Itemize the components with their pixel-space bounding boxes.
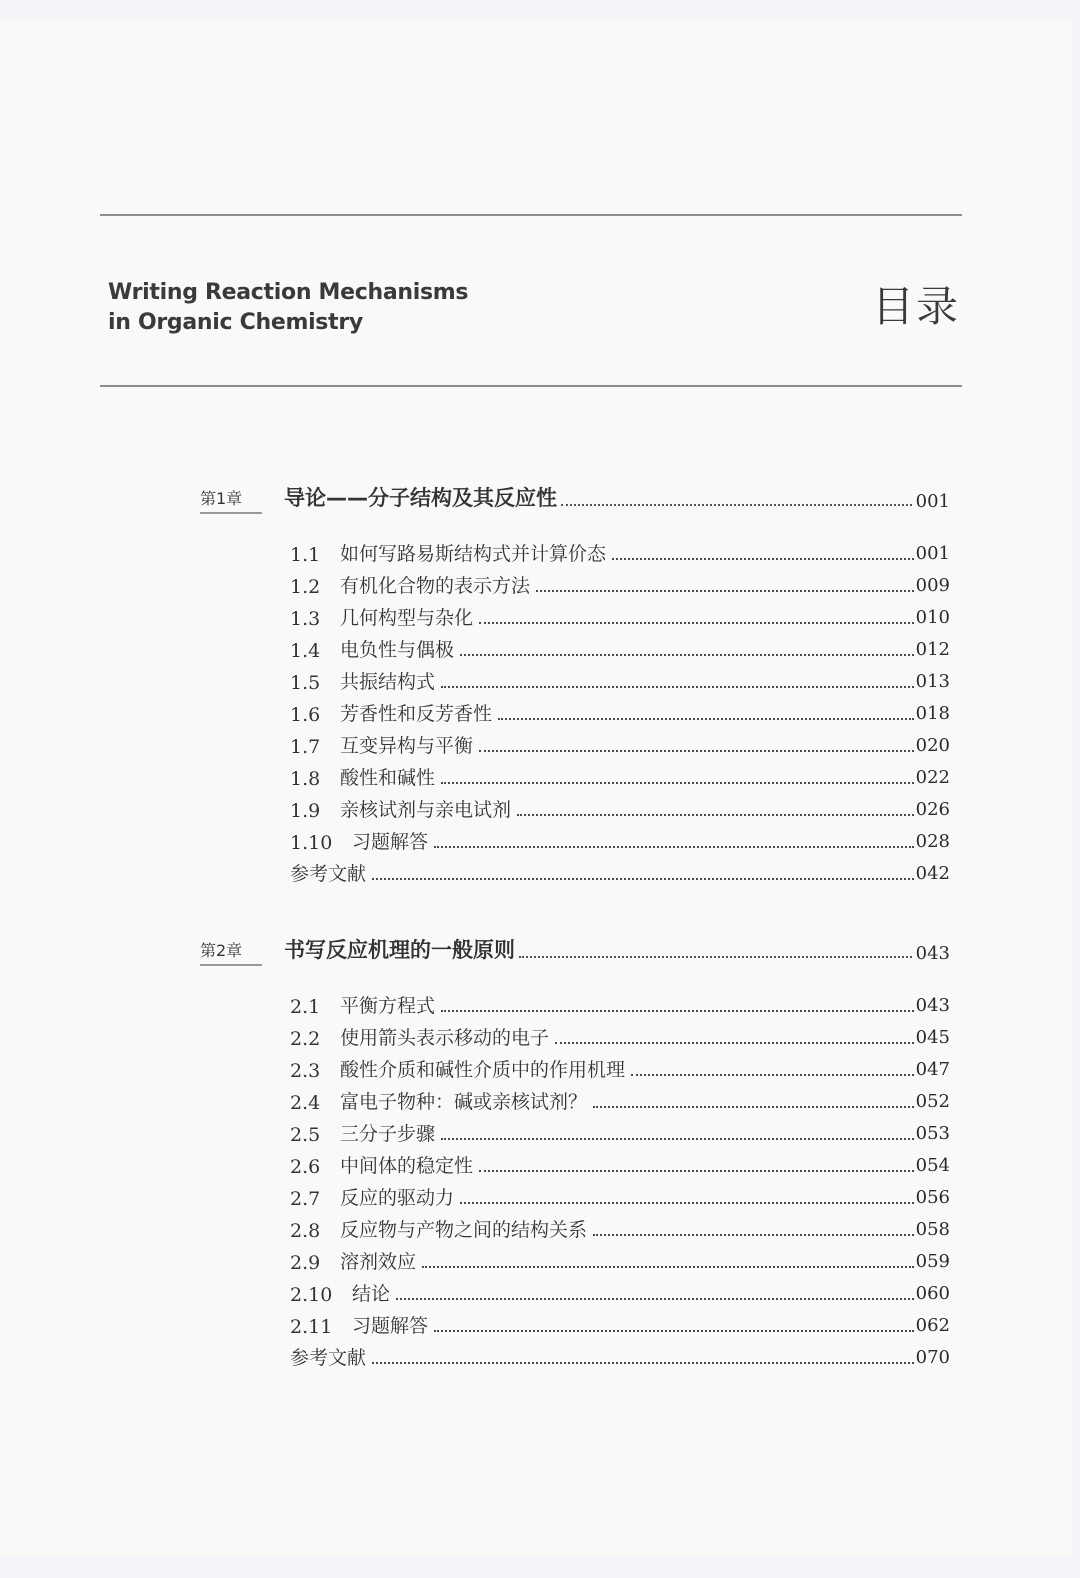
section-title: 几何构型与杂化 <box>340 607 474 629</box>
section-title: 结论 <box>352 1283 391 1305</box>
section-title: 溶剂效应 <box>340 1251 417 1273</box>
dot-leader <box>441 1010 914 1012</box>
page-number: 001 <box>915 491 950 512</box>
dot-leader <box>479 622 914 624</box>
page-number: 058 <box>915 1219 950 1240</box>
toc-entry <box>290 1276 950 1306</box>
dot-leader <box>434 846 914 848</box>
english-title-line2: in Organic Chemistry <box>108 310 363 335</box>
dot-leader <box>372 1362 914 1364</box>
page-number: 009 <box>915 575 950 596</box>
toc-entry <box>290 1116 950 1146</box>
toc-entry <box>290 1084 950 1114</box>
section-number: 1.7 <box>290 736 321 758</box>
toc-entry <box>290 1052 950 1082</box>
english-title-line1: Writing Reaction Mechanisms <box>108 280 469 305</box>
section-number: 2.5 <box>290 1124 321 1146</box>
page-number: 013 <box>915 671 950 692</box>
toc-entry <box>290 600 950 630</box>
section-number: 1.1 <box>290 544 321 566</box>
dot-leader <box>441 1138 914 1140</box>
section-number: 2.3 <box>290 1060 321 1082</box>
page-number: 045 <box>915 1027 950 1048</box>
page-number: 060 <box>915 1283 950 1304</box>
dot-leader <box>498 718 914 720</box>
dot-leader <box>441 782 914 784</box>
page-number: 028 <box>915 831 950 852</box>
toc-entry <box>290 568 950 598</box>
section-number: 1.10 <box>290 832 333 854</box>
dot-leader <box>479 1170 914 1172</box>
toc-entry <box>290 728 950 758</box>
english-title <box>108 278 468 338</box>
section-number: 1.8 <box>290 768 321 790</box>
chapter-2-row <box>200 932 950 966</box>
toc-entry-references <box>290 856 950 886</box>
section-number: 2.9 <box>290 1252 321 1274</box>
top-rule <box>100 214 962 216</box>
page-number: 062 <box>915 1315 950 1336</box>
dot-leader <box>631 1074 914 1076</box>
page-number: 053 <box>915 1123 950 1144</box>
chapter-1-row <box>200 480 950 514</box>
bottom-rule <box>100 385 962 387</box>
section-title: 亲核试剂与亲电试剂 <box>340 799 512 821</box>
section-title: 反应的驱动力 <box>340 1187 455 1209</box>
page-number: 043 <box>915 995 950 1016</box>
toc-entry <box>290 536 950 566</box>
section-number: 2.1 <box>290 996 321 1018</box>
section-title: 中间体的稳定性 <box>340 1155 474 1177</box>
dot-leader <box>593 1234 914 1236</box>
dot-leader <box>372 878 914 880</box>
page-number: 059 <box>915 1251 950 1272</box>
chapter-number: 第1章 <box>200 486 262 514</box>
dot-leader <box>593 1106 914 1108</box>
section-title: 酸性和碱性 <box>340 767 436 789</box>
toc-entry <box>290 1180 950 1210</box>
section-number: 1.9 <box>290 800 321 822</box>
section-number: 1.2 <box>290 576 321 598</box>
toc-entry <box>290 696 950 726</box>
section-title: 使用箭头表示移动的电子 <box>340 1027 550 1049</box>
page-number: 022 <box>915 767 950 788</box>
contents-title: 目录 <box>872 282 961 331</box>
page-number: 052 <box>915 1091 950 1112</box>
dot-leader <box>479 750 914 752</box>
section-number: 1.5 <box>290 672 321 694</box>
section-title: 共振结构式 <box>340 671 436 693</box>
toc-entry <box>290 1212 950 1242</box>
page-number: 054 <box>915 1155 950 1176</box>
page-number: 056 <box>915 1187 950 1208</box>
dot-leader <box>460 654 914 656</box>
section-title: 芳香性和反芳香性 <box>340 703 493 725</box>
dot-leader <box>434 1330 914 1332</box>
section-number: 2.11 <box>290 1316 333 1338</box>
section-title: 平衡方程式 <box>340 995 436 1017</box>
section-number: 2.6 <box>290 1156 321 1178</box>
section-title: 互变异构与平衡 <box>340 735 474 757</box>
section-number: 2.8 <box>290 1220 321 1242</box>
section-title: 三分子步骤 <box>340 1123 436 1145</box>
toc-entry <box>290 1020 950 1050</box>
section-title: 富电子物种：碱或亲核试剂？ <box>340 1091 588 1113</box>
section-number: 2.2 <box>290 1028 321 1050</box>
page-number: 020 <box>915 735 950 756</box>
dot-leader <box>536 590 914 592</box>
section-number: 2.7 <box>290 1188 321 1210</box>
section-number: 2.4 <box>290 1092 321 1114</box>
page-number: 070 <box>915 1347 950 1368</box>
toc-entry <box>290 760 950 790</box>
page-number: 018 <box>915 703 950 724</box>
page-number: 001 <box>915 543 950 564</box>
section-title: 习题解答 <box>352 831 429 853</box>
page-number: 043 <box>915 943 950 964</box>
dot-leader <box>519 956 912 958</box>
section-title: 如何写路易斯结构式并计算价态 <box>340 543 607 565</box>
toc-entry <box>290 1148 950 1178</box>
section-title: 反应物与产物之间的结构关系 <box>340 1219 588 1241</box>
book-page <box>0 18 1072 1556</box>
page-number: 042 <box>915 863 950 884</box>
chapter-title: 导论——分子结构及其反应性 <box>284 486 557 510</box>
toc-entry-references <box>290 1340 950 1370</box>
toc-entry <box>290 988 950 1018</box>
section-number: 1.6 <box>290 704 321 726</box>
section-number: 1.4 <box>290 640 321 662</box>
toc-entry <box>290 1308 950 1338</box>
chapter-number: 第2章 <box>200 938 262 966</box>
page-number: 026 <box>915 799 950 820</box>
chapter-title: 书写反应机理的一般原则 <box>284 938 515 962</box>
section-title: 习题解答 <box>352 1315 429 1337</box>
section-title: 电负性与偶极 <box>340 639 455 661</box>
page-number: 047 <box>915 1059 950 1080</box>
dot-leader <box>561 504 912 506</box>
page-number: 012 <box>915 639 950 660</box>
section-title: 参考文献 <box>290 863 367 885</box>
toc-entry <box>290 1244 950 1274</box>
toc-entry <box>290 632 950 662</box>
toc-entry <box>290 792 950 822</box>
dot-leader <box>441 686 914 688</box>
section-number: 1.3 <box>290 608 321 630</box>
dot-leader <box>460 1202 914 1204</box>
section-title: 有机化合物的表示方法 <box>340 575 531 597</box>
page-number: 010 <box>915 607 950 628</box>
dot-leader <box>612 558 914 560</box>
toc-entry <box>290 664 950 694</box>
dot-leader <box>517 814 914 816</box>
dot-leader <box>422 1266 914 1268</box>
toc-entry <box>290 824 950 854</box>
dot-leader <box>555 1042 914 1044</box>
section-title: 酸性介质和碱性介质中的作用机理 <box>340 1059 626 1081</box>
dot-leader <box>396 1298 914 1300</box>
section-number: 2.10 <box>290 1284 333 1306</box>
section-title: 参考文献 <box>290 1347 367 1369</box>
